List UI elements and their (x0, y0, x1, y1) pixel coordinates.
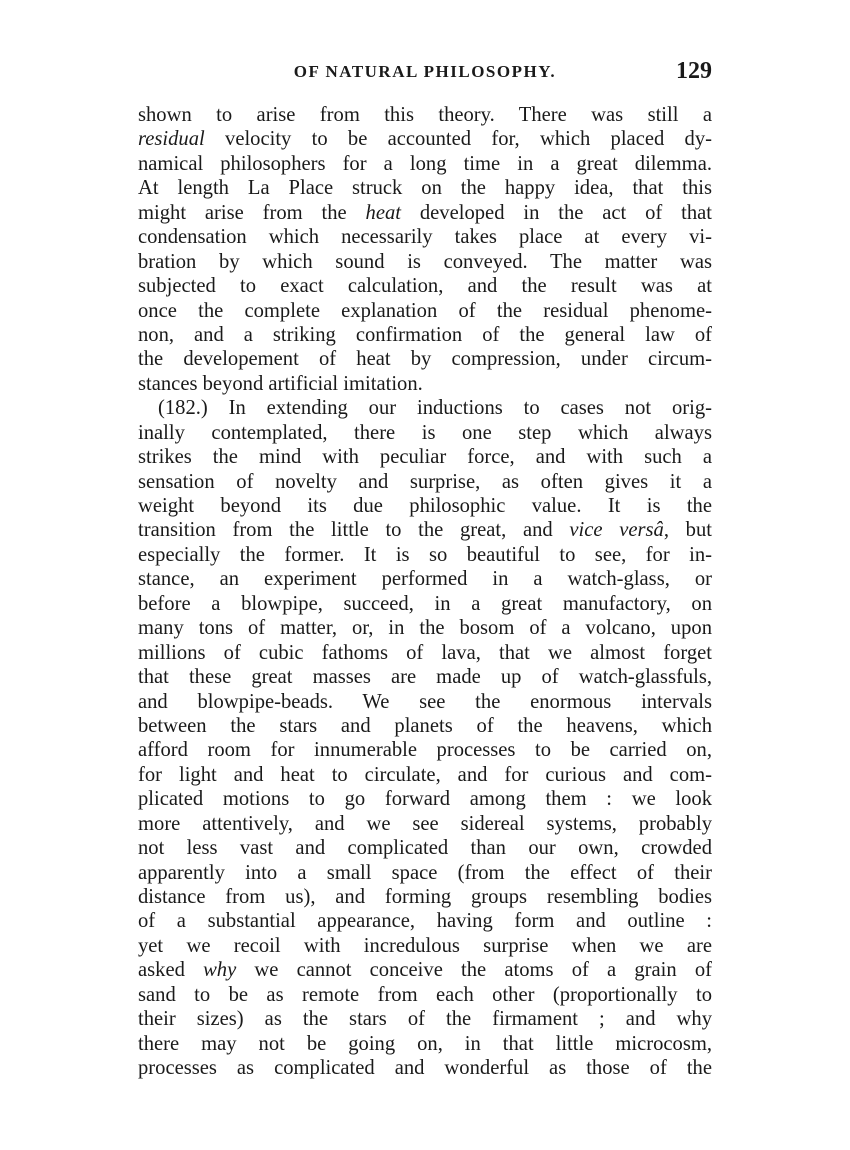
text-run: yet we recoil with incredulous surprise when we are (138, 934, 712, 957)
running-title: OF NATURAL PHILOSOPHY. (293, 62, 557, 81)
text-run: strikes the mind with peculiar force, and with such a (138, 446, 712, 469)
text-line (138, 690, 712, 714)
text-line (138, 299, 712, 323)
text-line (138, 347, 712, 371)
text-run: afford room for innumerable processes to be carried on, (138, 739, 712, 762)
text-line (138, 567, 712, 591)
text-line (138, 470, 712, 494)
text-line (138, 274, 712, 298)
text-run: sensation of novelty and surprise, as often gives it a (138, 470, 712, 493)
text-line (138, 323, 712, 347)
text-run: millions of cubic fathoms of lava, that we almost forget (138, 641, 712, 664)
text-run: asked (138, 959, 204, 982)
text-run: bration by which sound is conveyed. The matter was (138, 250, 712, 273)
text-line (138, 201, 712, 225)
text-line (138, 518, 712, 542)
text-run: plicated motions to go forward among them : we look (138, 788, 712, 811)
text-run: their sizes) as the stars of the firmament ; and why (138, 1008, 712, 1031)
text-line (138, 543, 712, 567)
text-line (138, 592, 712, 616)
text-run: and blowpipe-beads. We see the enormous intervals (138, 690, 712, 713)
text-run: sand to be as remote from each other (proportionally to (138, 983, 712, 1006)
text-run: for light and heat to circulate, and for curious and com- (138, 763, 712, 786)
text-run: distance from us), and forming groups resembling bodies (138, 886, 712, 908)
text-run: apparently into a small space (from the effect of their (138, 861, 712, 884)
text-run: that these great masses are made up of watch-glassfuls, (138, 666, 712, 689)
text-line (138, 616, 712, 640)
text-run: not less vast and complicated than our own, crowded (138, 837, 712, 860)
text-run: transition from the little to the great, and (138, 519, 570, 542)
text-line (138, 787, 712, 811)
text-line (138, 958, 712, 982)
text-line (138, 934, 712, 958)
text-run: (182.) In extending our inductions to cases not orig- (158, 397, 712, 420)
text-run: there may not be going on, in that little microcosm, (138, 1032, 712, 1055)
text-run: especially the former. It is so beautiful to see, for in- (138, 543, 712, 566)
text-line (138, 176, 712, 200)
text-line (138, 372, 712, 396)
text-run: between the stars and planets of the heavens, which (138, 714, 712, 737)
text-line (138, 763, 712, 787)
text-line (138, 812, 712, 836)
text-line (138, 738, 712, 762)
text-run: once the complete explanation of the residual phenome- (138, 299, 712, 322)
text-run: non, and a striking confirmation of the general law of (138, 323, 712, 346)
text-run: might arise from the (138, 201, 366, 224)
text-line (138, 714, 712, 738)
body-text (138, 103, 712, 1081)
text-run: , but (663, 519, 712, 542)
text-line (138, 1032, 712, 1056)
text-run: velocity to be accounted for, which placed dy- (204, 128, 712, 151)
text-line (138, 421, 712, 445)
italic-text: residual (138, 128, 205, 151)
text-run: subjected to exact calculation, and the result was at (138, 275, 712, 298)
text-line (138, 225, 712, 249)
text-line (138, 103, 712, 127)
text-run: namical philosophers for a long time in a great dilemma. (138, 152, 712, 175)
text-run: weight beyond its due philosophic value. It is the (138, 495, 712, 517)
text-line (138, 396, 712, 420)
running-head (138, 58, 712, 88)
text-run: shown to arise from this theory. There was still a (138, 104, 712, 126)
text-line (138, 861, 712, 885)
text-line (138, 885, 712, 909)
text-line (138, 494, 712, 518)
text-line (138, 127, 712, 151)
text-line (138, 1056, 712, 1080)
text-line (138, 909, 712, 933)
text-run: processes as complicated and wonderful as those of the (138, 1057, 712, 1080)
text-line (138, 983, 712, 1007)
text-run: many tons of matter, or, in the bosom of a volcano, upon (138, 617, 712, 640)
text-line (138, 836, 712, 860)
text-run: of a substantial appearance, having form and outline : (138, 910, 712, 933)
text-run: developed in the act of that (401, 201, 712, 224)
text-line (138, 152, 712, 176)
page-number: 129 (676, 58, 712, 84)
text-run: the developement of heat by compression, under circum- (138, 348, 712, 371)
text-line (138, 250, 712, 274)
italic-text: heat (365, 201, 402, 224)
text-run: stance, an experiment performed in a watch-glass, or (138, 568, 712, 591)
text-run: before a blowpipe, succeed, in a great manufactory, on (138, 592, 712, 615)
text-line (138, 445, 712, 469)
text-run: we cannot conceive the atoms of a grain of (236, 959, 712, 982)
text-line (138, 641, 712, 665)
text-line (138, 665, 712, 689)
text-line (138, 1007, 712, 1031)
text-run: inally contemplated, there is one step which always (138, 421, 712, 444)
text-run: stances beyond artificial imitation. (138, 372, 423, 395)
italic-text: why (203, 959, 237, 982)
text-run: more attentively, and we see sidereal systems, probably (138, 812, 712, 835)
text-run: condensation which necessarily takes place at every vi- (138, 226, 712, 249)
italic-text: vice versâ (569, 519, 664, 542)
text-run: At length La Place struck on the happy idea, that this (138, 177, 712, 200)
